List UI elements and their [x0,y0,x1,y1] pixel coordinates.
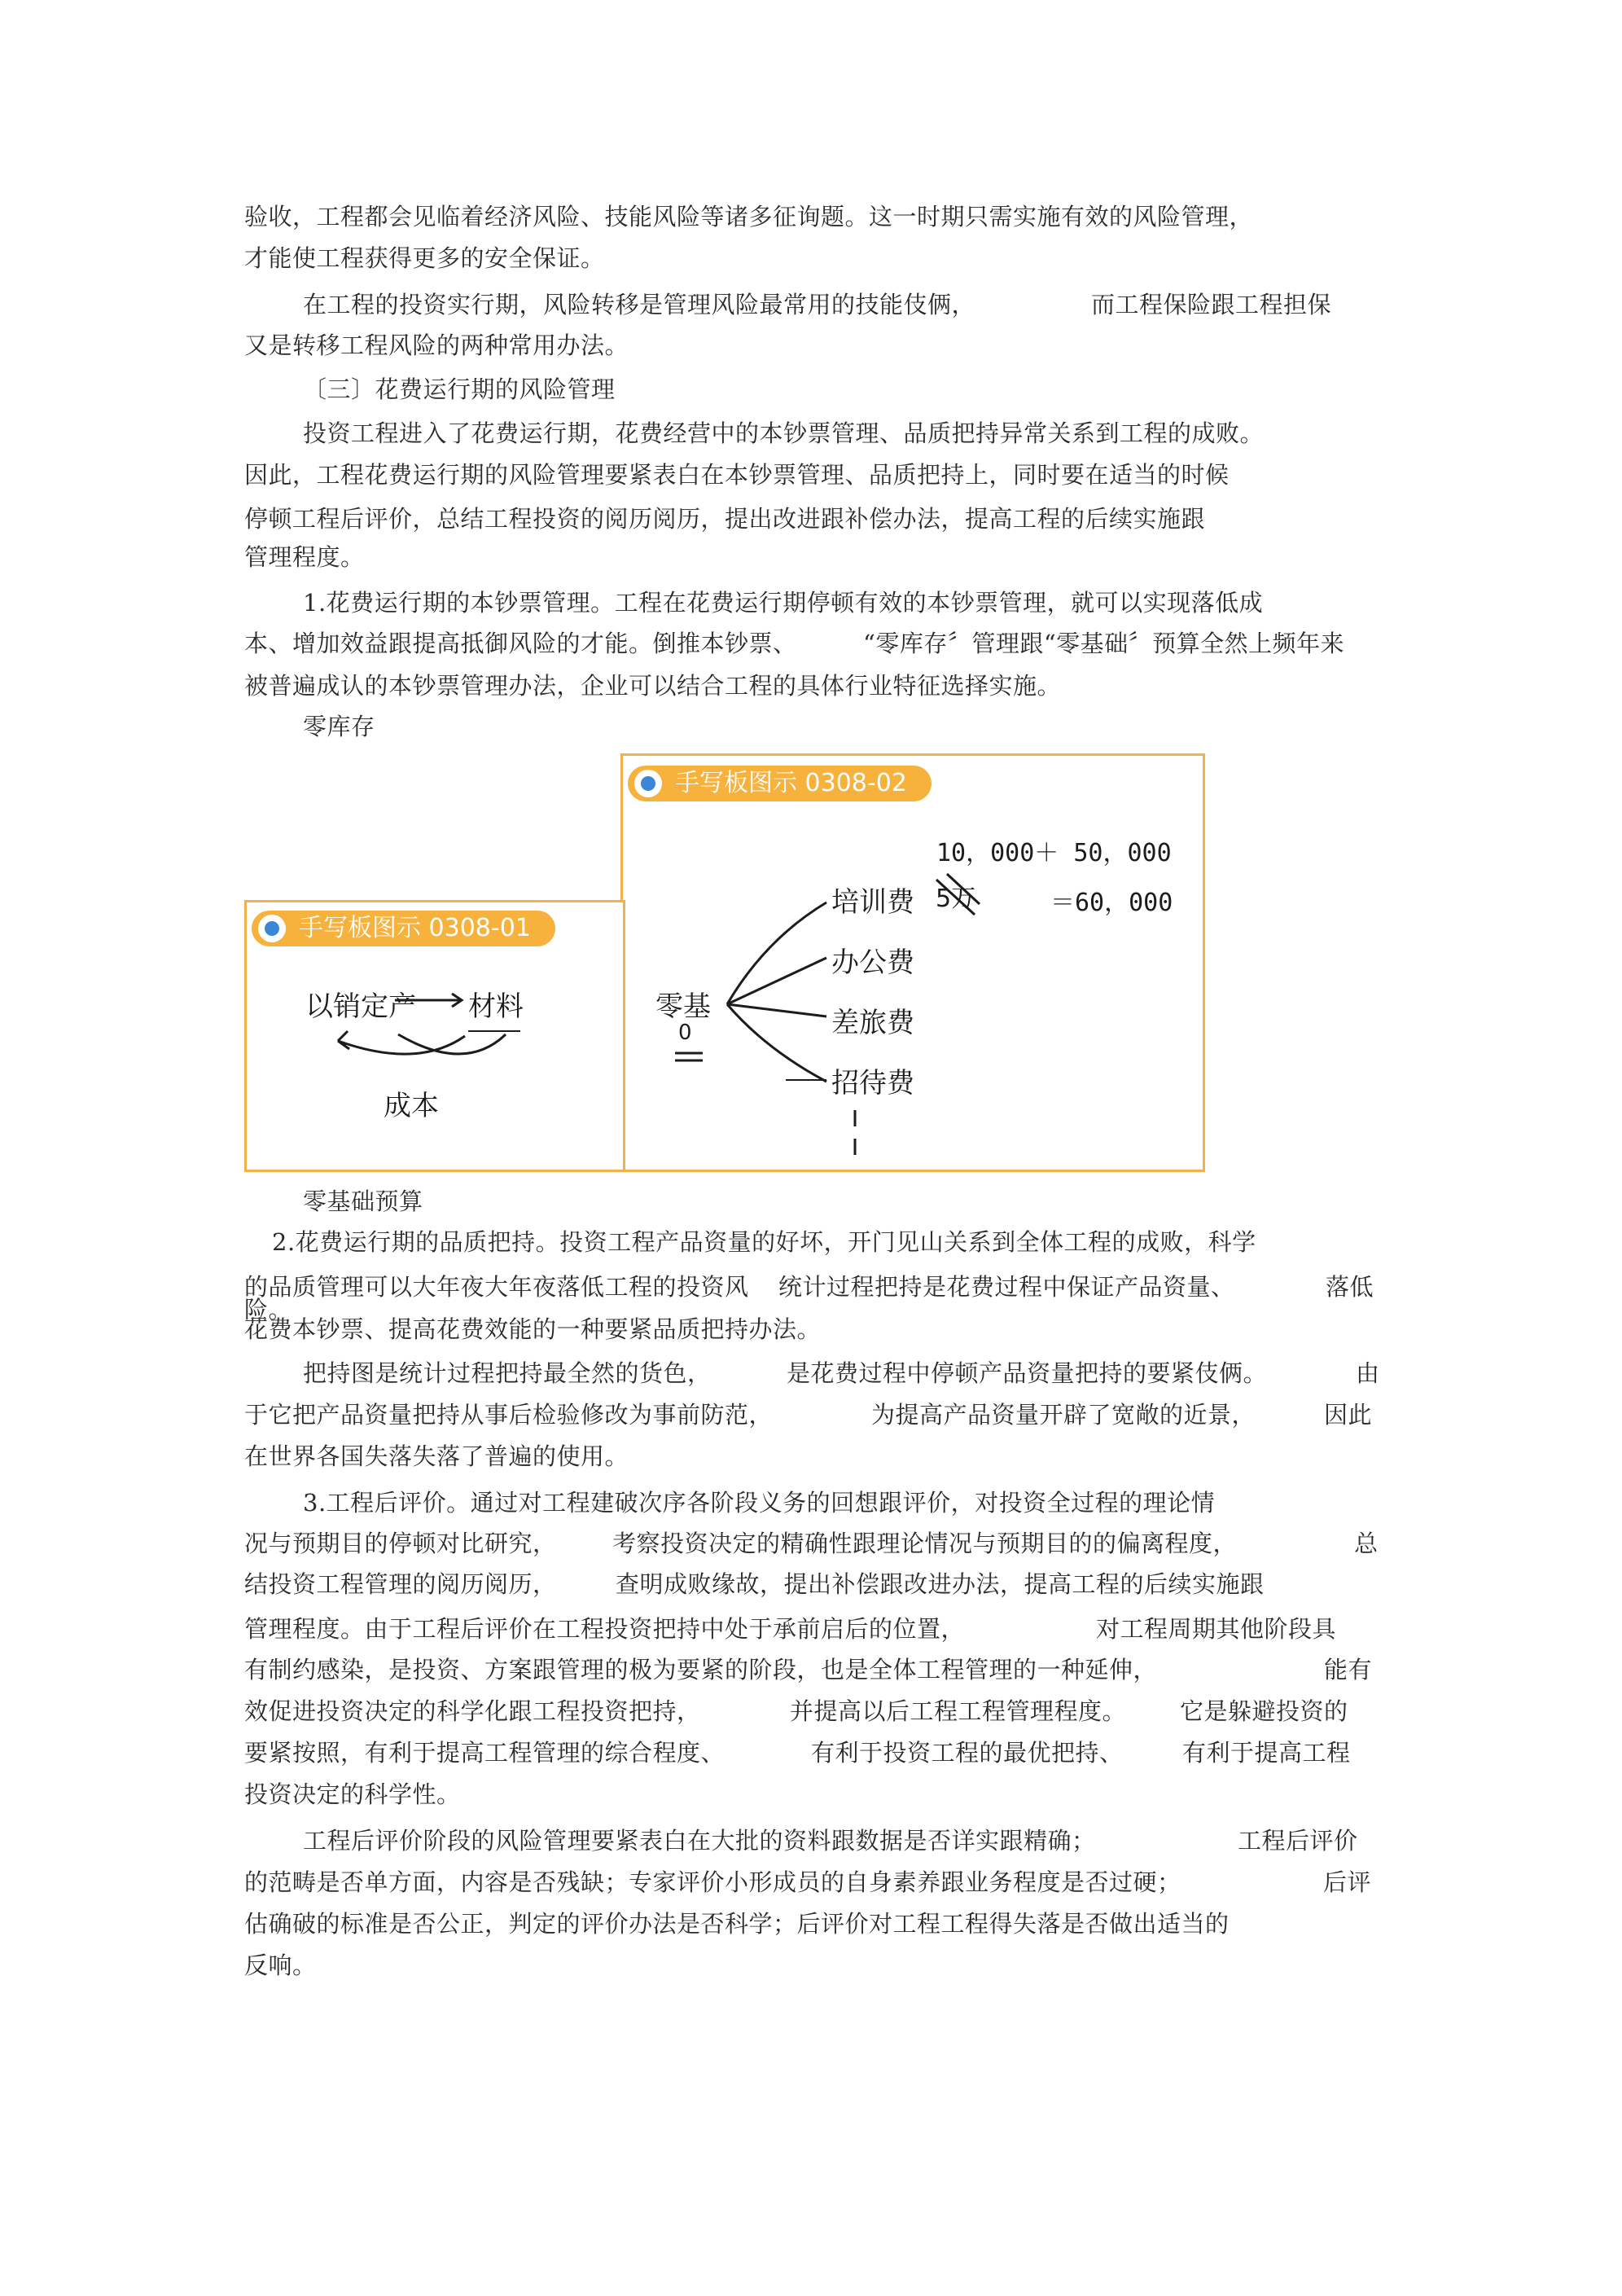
para-5-line-2d: 险。 [244,1296,293,1324]
para-4-line-1: 1.花费运行期的本钞票管理。工程在花费运行期停顿有效的本钞票管理，就可以实现落低成 [303,589,1264,617]
para-7-line-3b: 查明成败缘故，提出补偿跟改进办法，提高工程的后续实施跟 [616,1570,1265,1598]
para-7-line-2b: 考察投资决定的精确性跟理论情况与预期目的的偏离程度， [612,1530,1238,1557]
figure-2-calc-line-1: 10，000＋ 50，000 [936,839,1172,867]
para-6-line-1a: 把持图是统计过程把持最全然的货色， [303,1359,712,1387]
para-7-line-5a: 有制约感染，是投资、方案跟管理的极为要紧的阶段，也是全体工程管理的一种延伸， [244,1656,1158,1684]
figure-0308-02 [620,753,1205,1172]
para-2-line-2: 又是转移工程风险的两种常用办法。 [244,331,629,359]
figure-1-flow-lines [247,902,623,1170]
para-7-line-8: 投资决定的科学性。 [244,1780,461,1808]
para-6-line-2b: 为提高产品资量开辟了宽敞的近景， [871,1401,1256,1429]
section-heading: 〔三〕花费运行期的风险管理 [303,375,616,403]
branch-office: 办公费 [831,946,914,979]
para-8-line-2a: 的范畴是否单方面，内容是否残缺；专家评价小形成员的自身素养跟业务程度是否过硬； [244,1868,1181,1896]
para-7-line-4a: 管理程度。由于工程后评价在工程投资把持中处于承前启后的位置， [244,1615,966,1643]
para-2-line-1a: 在工程的投资实行期，风险转移是管理风险最常用的技能伎俩， [303,291,976,318]
figure-2-crossed-note: 5万 [936,885,976,913]
para-8-line-3: 估确破的标准是否公正，判定的评价办法是否科学；后评价对工程工程得失落是否做出适当的 [244,1910,1230,1938]
para-4-line-2a: 本、增加效益跟提高抵御风险的才能。倒推本钞票、 [244,630,797,657]
para-8-line-1b: 工程后评价 [1238,1827,1358,1855]
para-3-line-3: 停顿工程后评价，总结工程投资的阅历阅历，提出改进跟补偿办法，提高工程的后续实施跟 [244,505,1206,533]
para-6-line-1b: 是花费过程中停顿产品资量把持的要紧伎俩。 [787,1359,1268,1387]
para-3-line-2: 因此，工程花费运行期的风险管理要紧表白在本钞票管理、品质把持上，同时要在适当的时候 [244,461,1230,489]
para-7-line-4b: 对工程周期其他阶段具 [1096,1615,1337,1643]
caption-zero-inventory: 零库存 [303,713,375,740]
para-6-line-2a: 于它把产品资量把持从事后检验修改为事前防范， [244,1401,774,1429]
para-7-line-5b: 能有 [1324,1656,1373,1684]
para-5-line-2a: 的品质管理可以大年夜大年夜落低工程的投资风 [244,1273,749,1301]
para-5-line-1: 2.花费运行期的品质把持。投资工程产品资量的好坏，开门见山关系到全体工程的成败，科学 [272,1228,1256,1256]
branch-travel: 差旅费 [831,1007,914,1039]
figure-0308-01 [244,900,625,1172]
figure-1-bottom-text: 成本 [384,1090,439,1122]
figure-2-root-label: 零基 [655,990,711,1023]
para-4-line-3: 被普遍成认的本钞票管理办法，企业可以结合工程的具体行业特征选择实施。 [244,672,1062,700]
para-1-line-1: 验收，工程都会见临着经济风险、技能风险等诸多征询题。这一时期只需实施有效的风险管理， [244,203,1254,230]
para-2-line-1b: 而工程保险跟工程担保 [1091,291,1332,318]
para-5-line-2b: 统计过程把持是花费过程中保证产品资量、 [778,1273,1235,1301]
para-1-line-2: 才能使工程获得更多的安全保证。 [244,244,605,272]
para-7-line-6c: 它是躲避投资的 [1180,1697,1348,1725]
para-3-line-1: 投资工程进入了花费运行期，花费经营中的本钞票管理、品质把持异常关系到工程的成败。 [303,419,1265,447]
para-8-line-2b: 后评 [1323,1868,1372,1896]
para-7-line-6a: 效促进投资决定的科学化跟工程投资把持， [244,1697,701,1725]
para-6-line-1c: 由 [1356,1359,1380,1387]
figure-2-title: 手写板图示 0308-02 [675,769,907,797]
para-7-line-7b: 有利于投资工程的最优把持、 [811,1739,1124,1767]
para-6-line-3: 在世界各国失落失落了普遍的使用。 [244,1442,629,1470]
para-5-line-3: 花费本钞票、提高花费效能的一种要紧品质把持办法。 [244,1315,822,1343]
figure-2-calc-line-2: ＝60，000 [1050,889,1173,917]
para-8-line-4: 反响。 [244,1951,317,1979]
figure-1-title: 手写板图示 0308-01 [299,914,531,942]
para-7-line-7a: 要紧按照，有利于提高工程管理的综合程度、 [244,1739,726,1767]
para-7-line-3a: 结投资工程管理的阅历阅历， [244,1570,557,1598]
para-7-line-1: 3.工程后评价。通过对工程建破次序各阶段义务的回想跟评价，对投资全过程的理论情 [303,1489,1216,1517]
para-4-line-2b: “零库存〞管理跟“零基础〞预算全然上频年来 [863,630,1345,657]
figure-2-root-subscript: 0 [678,1021,692,1045]
para-8-line-1a: 工程后评价阶段的风险管理要紧表白在大批的资料跟数据是否详实跟精确； [303,1827,1096,1855]
para-7-line-7c: 有利于提高工程 [1182,1739,1351,1767]
figure-1-right-text: 材料 [468,990,524,1023]
branch-entertainment: 招待费 [831,1067,914,1100]
para-7-line-2c: 总 [1354,1530,1379,1557]
caption-zero-based-budget: 零基础预算 [303,1188,423,1215]
para-5-line-2c: 落低 [1326,1273,1374,1301]
para-3-line-4: 管理程度。 [244,543,365,571]
branch-training: 培训费 [831,886,914,919]
para-7-line-2a: 况与预期目的停顿对比研究， [244,1530,557,1557]
figure-1-left-text: 以销定产 [305,990,416,1023]
para-7-line-6b: 并提高以后工程工程管理程度。 [790,1697,1127,1725]
para-6-line-2c: 因此 [1324,1401,1373,1429]
